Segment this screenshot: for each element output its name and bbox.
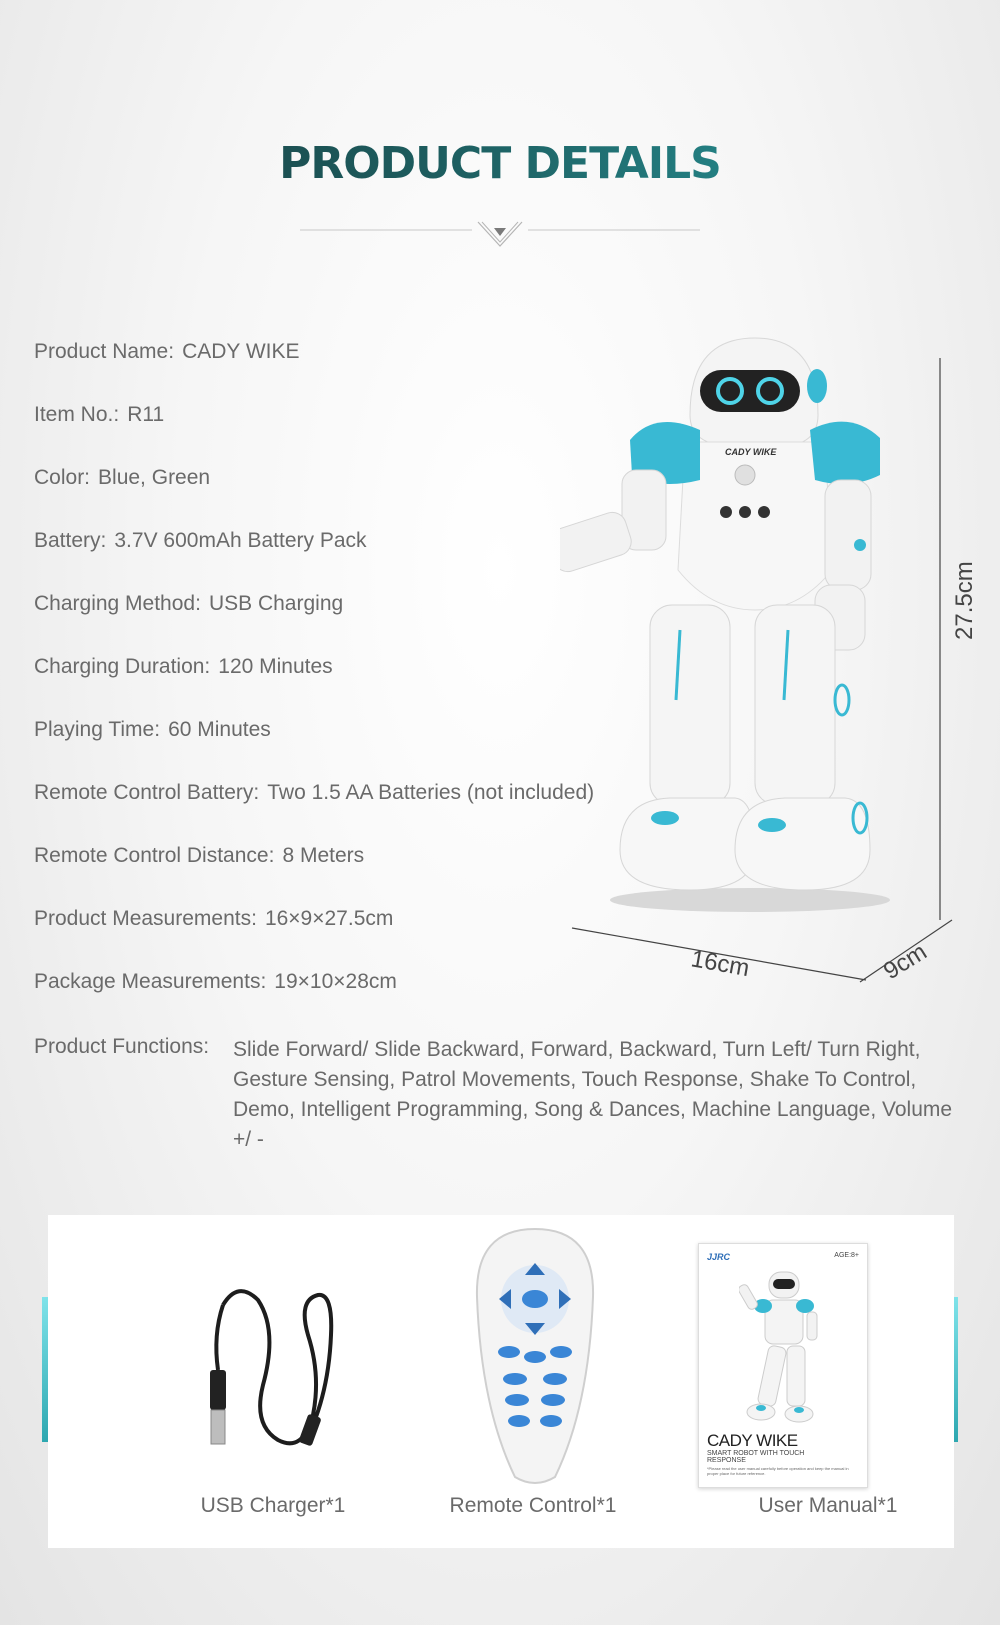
usb-charger-caption: USB Charger*1 xyxy=(200,1494,346,1517)
accessories-panel xyxy=(48,1215,954,1548)
width-label: 16cm xyxy=(688,945,752,983)
page-title: PRODUCT DETAILS xyxy=(0,138,1000,189)
height-label: 27.5cm xyxy=(951,561,978,640)
spec-charging-duration: Charging Duration: 120 Minutes xyxy=(34,655,333,678)
manual-title: CADY WIKE xyxy=(707,1431,798,1450)
robot-chest-label: CADY WIKE xyxy=(725,447,777,457)
remote-control-icon xyxy=(473,1227,598,1487)
spec-playing-time: Playing Time: 60 Minutes xyxy=(34,718,271,741)
functions-label: Product Functions: xyxy=(34,1035,210,1058)
spec-package-measurements: Package Measurements: 19×10×28cm xyxy=(34,970,397,993)
manual-age: AGE:8+ xyxy=(834,1252,859,1259)
user-manual-caption: User Manual*1 xyxy=(758,1494,898,1517)
manual-brand: JJRC xyxy=(707,1252,731,1262)
usb-cable-icon xyxy=(193,1275,343,1465)
spec-remote-distance: Remote Control Distance: 8 Meters xyxy=(34,844,365,867)
manual-subtitle: SMART ROBOT WITH TOUCH RESPONSE xyxy=(707,1450,805,1464)
spec-battery: Battery: 3.7V 600mAh Battery Pack xyxy=(34,529,367,552)
depth-label: 9cm xyxy=(878,938,932,986)
chevron-down-icon xyxy=(494,228,506,236)
robot-illustration xyxy=(560,330,980,1010)
manual-note: *Please read the user manual carefully before operation and keep the manual in proper place for future reference. xyxy=(707,1466,849,1476)
spec-product-name: Product Name: CADY WIKE xyxy=(34,340,300,363)
remote-control-caption: Remote Control*1 xyxy=(449,1494,617,1517)
functions-value: Slide Forward/ Slide Backward, Forward, Backward, Turn Left/ Turn Right, Gesture Sensing, Patrol Movements, Touch Response, Shake To Control, Demo, Intelligent Programming, Song & Dances, Machine Language, Volume +/ - xyxy=(233,1038,953,1151)
accessory-user-manual xyxy=(703,1215,953,1548)
spec-charging-method: Charging Method: USB Charging xyxy=(34,592,344,615)
accessory-remote-control xyxy=(378,1215,688,1548)
spec-remote-battery: Remote Control Battery: Two 1.5 AA Batteries (not included) xyxy=(34,781,595,804)
title-divider xyxy=(300,218,700,258)
spec-product-measurements: Product Measurements: 16×9×27.5cm xyxy=(34,907,394,930)
spec-item-no: Item No.: R11 xyxy=(34,403,165,426)
spec-color: Color: Blue, Green xyxy=(34,466,211,489)
